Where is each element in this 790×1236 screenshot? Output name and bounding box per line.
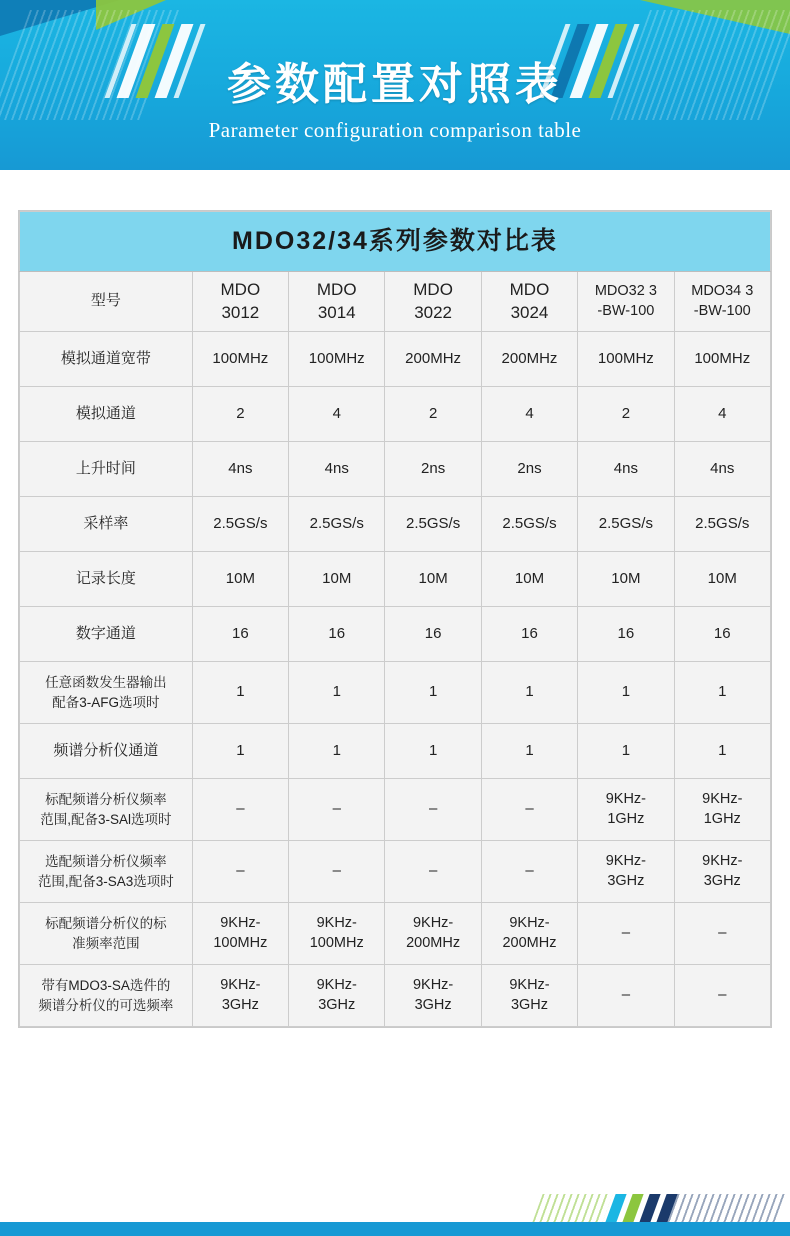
table-header-row <box>20 272 771 332</box>
cell-r2-c1: 4ns <box>289 442 385 497</box>
cell-r11-c3: 9KHz- 3GHz <box>481 965 577 1027</box>
row-header-8: 标配频谱分析仪频率 范围,配备3-SAl选项时 <box>20 779 193 841</box>
cell-r5-c4: 16 <box>578 607 674 662</box>
row-header-11: 带有MDO3-SA选件的 频谱分析仪的可选频率 <box>20 965 193 1027</box>
cell-r0-c1: 100MHz <box>289 332 385 387</box>
cell-r10-c0: 9KHz- 100MHz <box>192 903 288 965</box>
cell-r5-c1: 16 <box>289 607 385 662</box>
cell-r4-c1: 10M <box>289 552 385 607</box>
table-row <box>20 724 771 779</box>
cell-r3-c1: 2.5GS/s <box>289 497 385 552</box>
cell-r11-c0: 9KHz- 3GHz <box>192 965 288 1027</box>
table-row <box>20 552 771 607</box>
table-row <box>20 841 771 903</box>
row-header-3: 采样率 <box>20 497 193 552</box>
cell-r3-c3: 2.5GS/s <box>481 497 577 552</box>
cell-r11-c4: – <box>578 965 674 1027</box>
cell-r9-c2: – <box>385 841 481 903</box>
cell-r7-c1: 1 <box>289 724 385 779</box>
cell-r6-c2: 1 <box>385 662 481 724</box>
column-header-3: MDO 3022 <box>385 272 481 332</box>
cell-r8-c0: – <box>192 779 288 841</box>
cell-r2-c4: 4ns <box>578 442 674 497</box>
cell-r2-c3: 2ns <box>481 442 577 497</box>
row-header-7: 频谱分析仪通道 <box>20 724 193 779</box>
spec-table-title: MDO32/34系列参数对比表 <box>20 212 771 272</box>
footer-bar <box>0 1222 790 1236</box>
table-row <box>20 387 771 442</box>
cell-r0-c3: 200MHz <box>481 332 577 387</box>
cell-r5-c5: 16 <box>674 607 770 662</box>
cell-r8-c1: – <box>289 779 385 841</box>
table-row <box>20 903 771 965</box>
cell-r1-c1: 4 <box>289 387 385 442</box>
column-header-model-label: 型号 <box>20 272 193 332</box>
cell-r10-c3: 9KHz- 200MHz <box>481 903 577 965</box>
page-title: 参数配置对照表 <box>227 60 563 109</box>
cell-r4-c3: 10M <box>481 552 577 607</box>
cell-r9-c0: – <box>192 841 288 903</box>
cell-r9-c3: – <box>481 841 577 903</box>
cell-r7-c5: 1 <box>674 724 770 779</box>
cell-r7-c4: 1 <box>578 724 674 779</box>
row-header-9: 选配频谱分析仪频率 范围,配备3-SA3选项时 <box>20 841 193 903</box>
page-subtitle: Parameter configuration comparison table <box>208 118 582 142</box>
table-title-row <box>20 212 771 272</box>
cell-r0-c4: 100MHz <box>578 332 674 387</box>
cell-r10-c5: – <box>674 903 770 965</box>
cell-r8-c4: 9KHz- 1GHz <box>578 779 674 841</box>
row-header-2: 上升时间 <box>20 442 193 497</box>
cell-r5-c0: 16 <box>192 607 288 662</box>
row-header-1: 模拟通道 <box>20 387 193 442</box>
row-header-10: 标配频谱分析仪的标 准频率范围 <box>20 903 193 965</box>
cell-r1-c2: 2 <box>385 387 481 442</box>
cell-r5-c2: 16 <box>385 607 481 662</box>
table-row <box>20 607 771 662</box>
table-row <box>20 332 771 387</box>
row-header-4: 记录长度 <box>20 552 193 607</box>
table-row <box>20 965 771 1027</box>
cell-r4-c2: 10M <box>385 552 481 607</box>
cell-r7-c3: 1 <box>481 724 577 779</box>
cell-r0-c5: 100MHz <box>674 332 770 387</box>
cell-r1-c4: 2 <box>578 387 674 442</box>
column-header-1: MDO 3012 <box>192 272 288 332</box>
column-header-6: MDO34 3 -BW-100 <box>674 272 770 332</box>
cell-r0-c2: 200MHz <box>385 332 481 387</box>
cell-r0-c0: 100MHz <box>192 332 288 387</box>
row-header-6: 任意函数发生器输出 配备3-AFG选项时 <box>20 662 193 724</box>
column-header-5: MDO32 3 -BW-100 <box>578 272 674 332</box>
cell-r3-c4: 2.5GS/s <box>578 497 674 552</box>
cell-r7-c0: 1 <box>192 724 288 779</box>
cell-r6-c3: 1 <box>481 662 577 724</box>
cell-r10-c4: – <box>578 903 674 965</box>
cell-r2-c2: 2ns <box>385 442 481 497</box>
footer-decoration <box>0 1188 790 1236</box>
table-row <box>20 497 771 552</box>
cell-r5-c3: 16 <box>481 607 577 662</box>
cell-r7-c2: 1 <box>385 724 481 779</box>
column-header-4: MDO 3024 <box>481 272 577 332</box>
cell-r3-c2: 2.5GS/s <box>385 497 481 552</box>
cell-r2-c0: 4ns <box>192 442 288 497</box>
cell-r11-c1: 9KHz- 3GHz <box>289 965 385 1027</box>
cell-r10-c1: 9KHz- 100MHz <box>289 903 385 965</box>
cell-r2-c5: 4ns <box>674 442 770 497</box>
column-header-2: MDO 3014 <box>289 272 385 332</box>
table-row <box>20 662 771 724</box>
spec-table <box>19 211 771 1027</box>
cell-r6-c1: 1 <box>289 662 385 724</box>
cell-r1-c3: 4 <box>481 387 577 442</box>
cell-r8-c5: 9KHz- 1GHz <box>674 779 770 841</box>
cell-r8-c2: – <box>385 779 481 841</box>
cell-r9-c4: 9KHz- 3GHz <box>578 841 674 903</box>
cell-r3-c0: 2.5GS/s <box>192 497 288 552</box>
cell-r9-c1: – <box>289 841 385 903</box>
cell-r11-c5: – <box>674 965 770 1027</box>
cell-r4-c5: 10M <box>674 552 770 607</box>
cell-r4-c4: 10M <box>578 552 674 607</box>
table-row <box>20 779 771 841</box>
row-header-5: 数字通道 <box>20 607 193 662</box>
header-banner <box>0 0 790 170</box>
spec-table-container <box>18 210 772 1028</box>
cell-r10-c2: 9KHz- 200MHz <box>385 903 481 965</box>
cell-r1-c0: 2 <box>192 387 288 442</box>
cell-r9-c5: 9KHz- 3GHz <box>674 841 770 903</box>
row-header-0: 模拟通道宽带 <box>20 332 193 387</box>
cell-r3-c5: 2.5GS/s <box>674 497 770 552</box>
cell-r1-c5: 4 <box>674 387 770 442</box>
cell-r6-c4: 1 <box>578 662 674 724</box>
cell-r6-c0: 1 <box>192 662 288 724</box>
cell-r11-c2: 9KHz- 3GHz <box>385 965 481 1027</box>
cell-r6-c5: 1 <box>674 662 770 724</box>
cell-r4-c0: 10M <box>192 552 288 607</box>
cell-r8-c3: – <box>481 779 577 841</box>
table-row <box>20 442 771 497</box>
